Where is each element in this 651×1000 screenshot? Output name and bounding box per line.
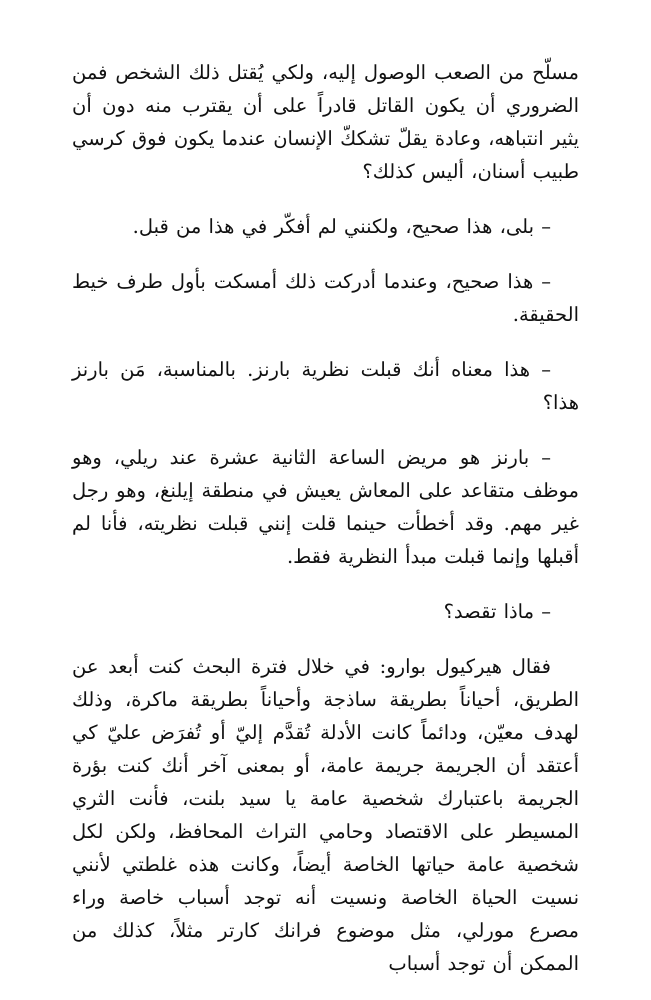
dialogue-line-truth: – هذا صحيح، وعندما أدركت ذلك أمسكت بأول طرف خيط الحقيقة. [72, 270, 579, 326]
paragraph-continuation: مسلّح من الصعب الوصول إليه، ولكي يُقتل ذلك الشخص فمن الضروري أن يكون القاتل قادراً على أن يقترب منه دون أن يثير انتباهه، وعادة يقلّ تشككّ الإنسان عندما يكون فوق كرسي طبيب أسنان، أليس كذلك؟ [72, 61, 579, 183]
paragraph-poirot-speech: فقال هيركيول بوارو: في خلال فترة البحث كنت أبعد عن الطريق، أحياناً بطريقة ساذجة وأحياناً بطريقة ماكرة، وذلك لهدف معيّن، ودائماً كانت الأدلة تُقدَّم إليّ أو تُفرَض عليّ كي أعتقد أن الجريمة جريمة عامة، أو بمعنى آخر أنك كنت بؤرة الجريمة باعتبارك شخصية عامة يا سيد بلنت، فأنت الثري المسيطر على الاقتصاد وحامي التراث المحافظ، ولكن لكل شخصية عامة حياتها الخاصة أيضاً، وكانت هذه غلطتي لأنني نسيت الحياة الخاصة ونسيت أنه توجد أسباب خاصة وراء مصرع مورلي، مثل موضوع فرانك كارتر مثلاً، كذلك من الممكن أن توجد أسباب [72, 655, 579, 975]
dialogue-line-agree: – بلى، هذا صحيح، ولكنني لم أفكّر في هذا من قبل. [132, 215, 551, 238]
dialogue-line-what-mean: – ماذا تقصد؟ [443, 600, 551, 623]
dialogue-line-barnes-question: – هذا معناه أنك قبلت نظرية بارنز. بالمناسبة، مَن بارنز هذا؟ [72, 358, 579, 414]
dialogue-line-barnes-answer: – بارنز هو مريض الساعة الثانية عشرة عند ريلي، وهو موظف متقاعد على المعاش يعيش في منطقة إيلنغ، وهو رجل غير مهم. وقد أخطأت حينما قلت إنني قبلت نظريته، فأنا لم أقبلها وإنما قبلت مبدأ النظرية فقط. [72, 446, 579, 568]
